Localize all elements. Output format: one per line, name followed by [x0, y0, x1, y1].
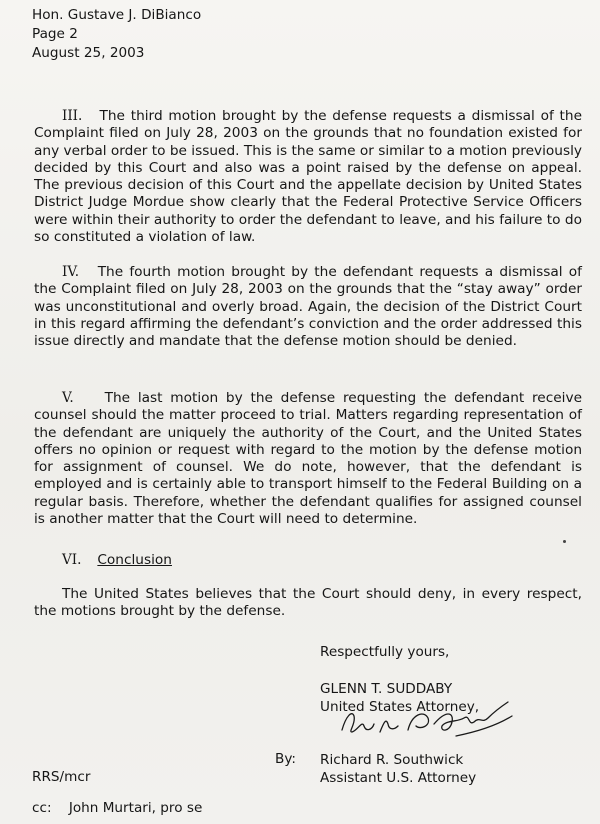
conclusion-label: Conclusion: [97, 552, 172, 568]
conclusion-numeral: VI.: [62, 552, 82, 568]
paragraph-iii: [34, 108, 582, 246]
paragraph-text: The last motion by the defense requesting the defendant receive counsel should the matter proceed to trial. Matters regarding representation of the defendant are uniquely the authority of the Court, and the United States offers no opinion or request with regard to the motion by the defense motion for assignment of counsel. We do note, however, that the defendant is employed and is certainly able to transport himself to the Federal Building on a regular basis. Therefore, whether the defendant qualifies for assigned counsel is another matter that the Court will need to determine.: [34, 390, 582, 528]
typist-initials: RRS/mcr: [32, 769, 91, 785]
paragraph-iv: [34, 264, 582, 350]
paragraph-v: [34, 390, 582, 528]
paragraph-numeral: IV.: [62, 264, 80, 280]
paragraph-text: The third motion brought by the defense requests a dismissal of the Complaint filed on July 28, 2003 on the grounds that no foundation existed for any verbal order to be issued. This is the same or similar to a motion previously decided by this Court and also was a point raised by the defense on appeal. The previous decision of this Court and the appellate decision by United States District Judge Mordue show clearly that the Federal Protective Service Officers were within their authority to order the defendant to leave, and his failure to do so constituted a violation of law.: [34, 108, 583, 246]
cc-label: cc:: [32, 800, 52, 816]
stray-mark: [563, 540, 566, 543]
conclusion-paragraph: [34, 586, 582, 621]
paragraph-numeral: III.: [62, 108, 83, 124]
conclusion-heading: [62, 552, 172, 568]
closing-text: Respectfully yours,: [320, 644, 450, 660]
attorney-name: GLENN T. SUDDABY: [320, 681, 453, 697]
conclusion-text: The United States believes that the Court should deny, in every respect, the motions brought by the defense.: [34, 586, 582, 620]
signer-block: [320, 751, 476, 787]
letter-header: [32, 6, 201, 63]
letter-date: August 25, 2003: [32, 45, 145, 61]
signer-title: Assistant U.S. Attorney: [320, 770, 477, 786]
cc-line: [32, 800, 202, 816]
signer-name: Richard R. Southwick: [320, 752, 464, 768]
paragraph-numeral: V.: [62, 390, 74, 406]
paragraph-text: The fourth motion brought by the defendant requests a dismissal of the Complaint filed on July 28, 2003 on the grounds that the “stay away” order was unconstitutional and overly broad. Again, the decision of the District Court in this regard affirming the defendant’s conviction and the order addressed this issue directly and mandate that the defense motion should be denied.: [34, 264, 582, 350]
handwritten-signature: [336, 696, 516, 746]
recipient-name: Hon. Gustave J. DiBianco: [32, 7, 202, 23]
attorney-title: United States Attorney,: [320, 699, 480, 715]
cc-recipient: John Murtari, pro se: [68, 800, 203, 816]
by-label: By:: [275, 751, 296, 767]
page-number: Page 2: [32, 26, 78, 42]
